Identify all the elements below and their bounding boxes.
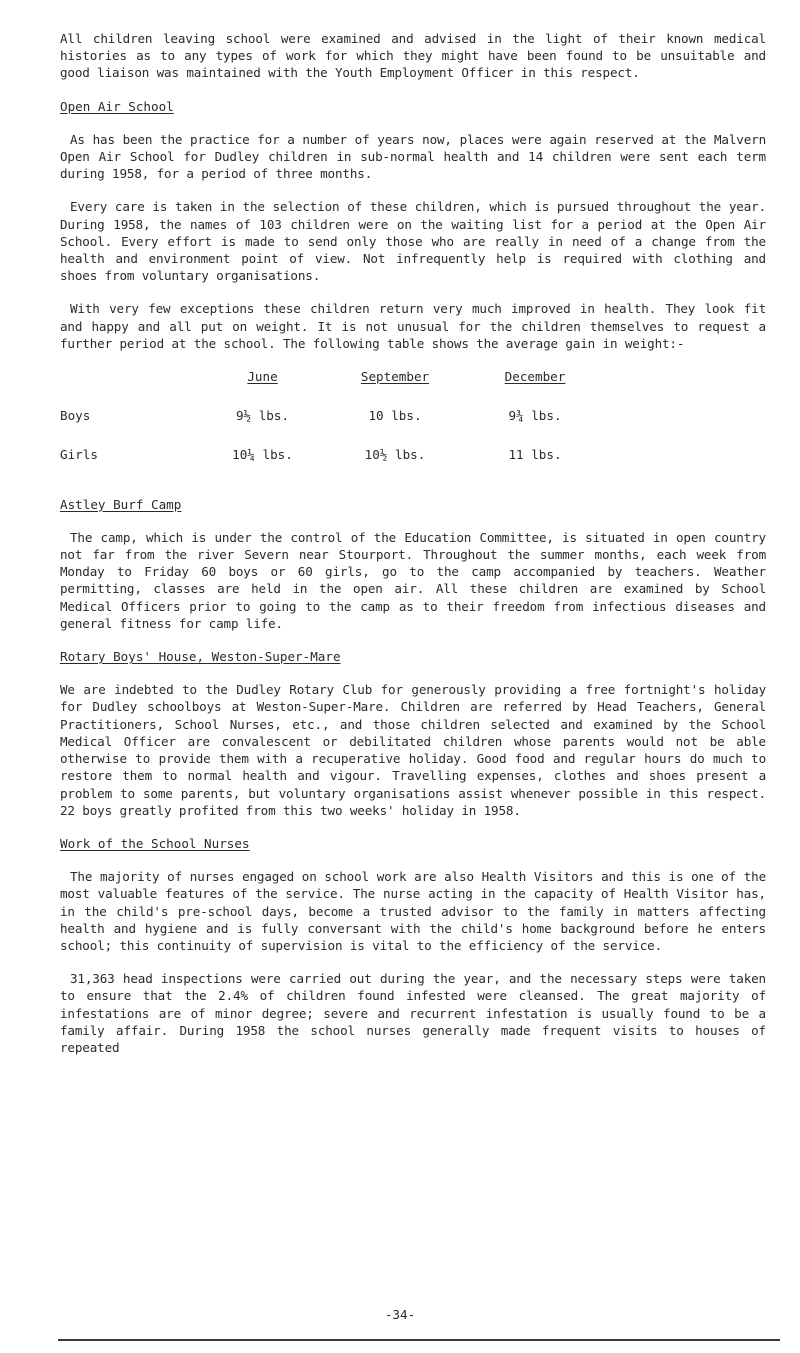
cell-girls-december: 11 lbs. [508, 447, 562, 463]
astley-paragraph: The camp, which is under the control of the Education Committee, is situated in open country not far from the river Severn near Stourport. Throughout the summer months, each week from Monday to Friday 60 boys or 60 girls, go to the camp accompanied by teachers. Weather permitting, classes are held in the open air. All these children are examined by School Medical Officers prior to going to the camp as to their freedom from infectious diseases and general fitness for camp life. [60, 529, 766, 631]
col-header-june: June [247, 369, 278, 385]
row-label-girls: Girls [60, 447, 98, 463]
rotary-heading: Rotary Boys' House, Weston-Super-Mare [60, 649, 341, 665]
astley-heading: Astley Burf Camp [60, 496, 182, 512]
open-air-paragraph-3: With very few exceptions these children return very much improved in health. They look fit and happy and all put on weight. It is not unusual for the children themselves to request a further period at the school. The following table shows the average gain in weight:- [60, 301, 766, 351]
cell-girls-june: 10¼ lbs. [232, 447, 293, 463]
cell-boys-september: 10 lbs. [368, 408, 422, 424]
page-number: -34- [384, 1307, 416, 1322]
rotary-paragraph: We are indebted to the Dudley Rotary Club for generously providing a free fortnight's holiday for Dudley schoolboys at Weston-Super-Mare. Children are referred by Head Teachers, General Practitioners, School Nurses, etc., and those children selected and examined by the School Medical Officer are convalescent or debilitated children whose parents would not be able otherwise to provide them with a recuperative holiday. Good food and regular hours do much to restore them to normal health and vigour. Travelling expenses, clothes and shoes present a problem to some parents, but voluntary organisations assist whenever possible in this respect. 22 boys greatly profited from this two weeks' holiday in 1958. [60, 682, 766, 818]
cell-boys-june: 9½ lbs. [235, 408, 290, 424]
intro-paragraph: All children leaving school were examined and advised in the light of their known medical histories as to any types of work for which they might have been found to be unsuitable and good liaison was maintained with the Youth Employment Officer in this respect. [60, 31, 766, 81]
col-header-december: December [504, 369, 566, 385]
table-row-girls [60, 446, 605, 485]
table-header-row [60, 368, 605, 407]
nurses-heading: Work of the School Nurses [60, 835, 250, 851]
col-header-september: September [360, 369, 430, 385]
weight-gain-table [60, 368, 605, 486]
table-corner [60, 368, 200, 407]
nurses-paragraph-2: 31,363 head inspections were carried out during the year, and the necessary steps were taken to ensure that the 2.4% of children found infested were cleansed. The great majority of infestations are of minor degree; severe and recurrent infestation is usually found to be a family affair. During 1958 the school nurses generally made frequent visits to houses of repeated [60, 971, 766, 1055]
row-label-boys: Boys [60, 408, 91, 424]
cell-girls-september: 10½ lbs. [364, 447, 426, 463]
open-air-paragraph-1: As has been the practice for a number of years now, places were again reserved at the Malvern Open Air School for Dudley children in sub-normal health and 14 children were sent each term during 1958, for a period of three months. [60, 131, 766, 182]
cell-boys-december: 9¾ lbs. [508, 408, 562, 424]
table-row-boys [60, 407, 605, 446]
open-air-paragraph-2: Every care is taken in the selection of these children, which is pursued throughout the year. During 1958, the names of 103 children were on the waiting list for a period at the Open Air School. Every effort is made to send only those who are really in need of a change from the health and environment point of view. Not infrequently help is required with clothing and shoes from voluntary organisations. [60, 199, 766, 284]
bottom-rule [58, 1339, 780, 1341]
open-air-heading: Open Air School [60, 98, 174, 114]
nurses-paragraph-1: The majority of nurses engaged on school work are also Health Visitors and this is one of the most valuable features of the service. The nurse acting in the capacity of Health Visitor has, in the child's pre-school days, become a trusted advisor to the family in matters affecting health and hygiene and is fully conversant with the child's home background before he enters school; this continuity of supervision is vital to the efficiency of the service. [60, 869, 766, 953]
